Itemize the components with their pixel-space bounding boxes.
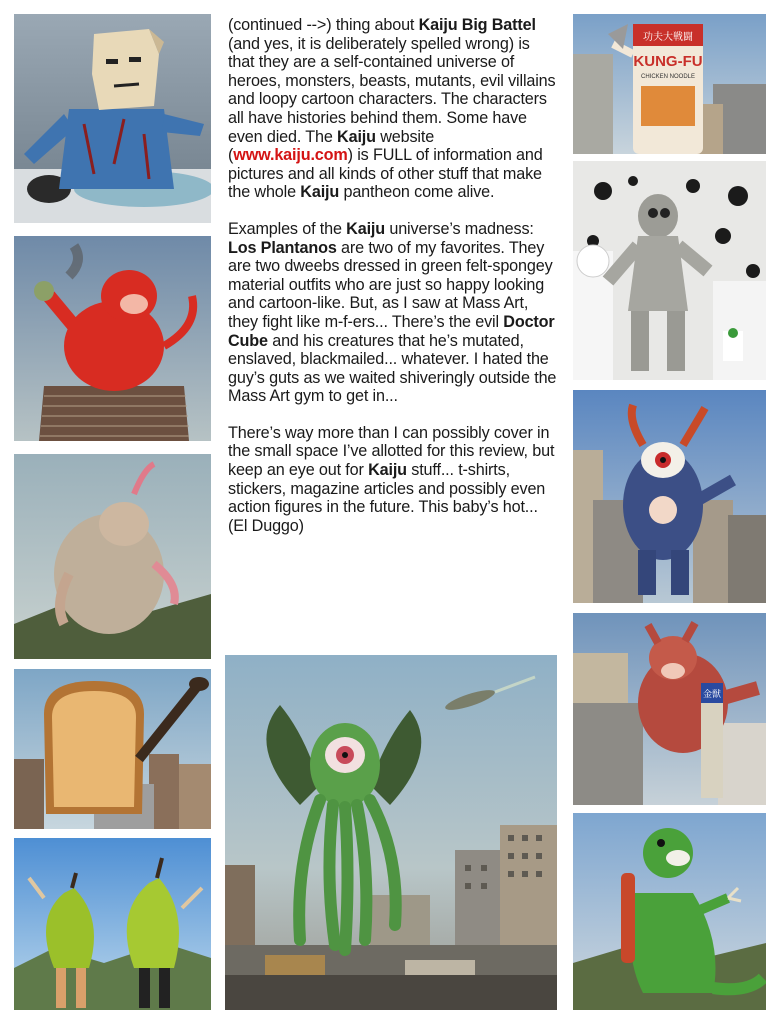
paragraph-3 (228, 424, 558, 536)
photo-green-dinosaur (573, 813, 766, 1010)
bold-doctor-cube: Doctor Cube (228, 312, 555, 350)
bold-kaiju: Kaiju (346, 219, 385, 238)
can-sub-text: CHICKEN NOODLE (640, 74, 696, 80)
text-run: (and yes, it is deliberately spelled wrong) is that they are a self-contained universe of heroes, monsters, beasts, mutants, evil villains and loopy cartoon characters. The characters all have histories behind them. Some have even died. The (228, 34, 556, 146)
text-run: stuff... t-shirts, stickers, magazine articles and possibly even action figures in the future. This baby’s hot... (El Duggo) (228, 461, 546, 535)
photo-shaggy-creature (14, 454, 211, 659)
paragraph-2 (228, 220, 558, 406)
text-run: universe’s madness: (385, 219, 534, 238)
can-top-text: 功夫大戦闘 (643, 32, 693, 43)
text-run: ) is FULL of information and pictures and all kinds of other stuff that make the whole (228, 146, 543, 202)
photo-kungfu-can (573, 14, 766, 154)
kaiju-website-link[interactable]: www.kaiju.com (233, 146, 348, 165)
text-run: are two of my favorites. They are two dweebs dressed in green felt-spongey material outfits who are just so happy looking and cartoon-like. But, as I saw at Mass Art, they fight like m-f-ers... There’s the evil (228, 238, 553, 331)
photo-toast-monster (14, 669, 211, 829)
article-body (228, 16, 558, 553)
bold-kaiju: Kaiju (368, 461, 407, 480)
bold-kaiju-big-battel: Kaiju Big Battel (418, 16, 536, 34)
text-run: Examples of the (228, 219, 347, 238)
text-run: (continued -->) thing about (228, 16, 419, 34)
bold-kaiju: Kaiju (300, 183, 340, 202)
photo-red-pig-demon (573, 613, 766, 805)
bold-los-plantanos: Los Plantanos (228, 238, 337, 257)
text-run: website ( (228, 127, 435, 165)
sign-text: 金獣 (702, 690, 722, 700)
text-run: There’s way more than I can possibly cover in the small space I’ve allotted for this review, but keep an eye out for (228, 423, 555, 480)
photo-los-plantanos (14, 838, 211, 1010)
photo-blue-cyclops (573, 390, 766, 603)
photo-octopus-cyclops (225, 655, 557, 1010)
photo-silver-alien (573, 161, 766, 380)
photo-red-monkey (14, 236, 211, 441)
text-run: and his creatures that he’s mutated, enslaved, blackmailed... whatever. I hated the guy’s guts as we waited shiveringly outside the Mass Art gym to get in... (228, 331, 557, 406)
paragraph-1 (228, 16, 558, 202)
can-label-text: KUNG-FU (633, 53, 703, 70)
text-run: pantheon come alive. (339, 183, 495, 202)
bold-kaiju: Kaiju (337, 127, 376, 146)
photo-doctor-cube (14, 14, 211, 223)
